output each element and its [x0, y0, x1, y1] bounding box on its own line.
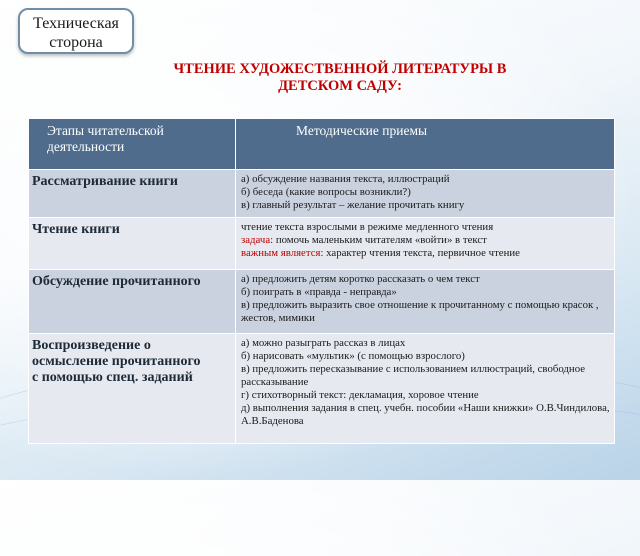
method-item: в) главный результат – желание прочитать книгу — [241, 199, 465, 211]
stage-cell: Чтение книги — [29, 218, 236, 270]
slide-title — [60, 61, 620, 95]
stage-cell: Рассматривание книги — [29, 170, 236, 218]
method-item: а) обсуждение названия текста, иллюстраций — [241, 173, 450, 185]
section-badge — [18, 8, 134, 54]
method-item: б) беседа (какие вопросы возникли?) — [241, 186, 411, 198]
stage-line: Воспроизведение о — [32, 338, 151, 353]
method-item — [241, 247, 612, 260]
important-label: важным является: — [241, 247, 324, 259]
title-line: ЧТЕНИЕ ХУДОЖЕСТВЕННОЙ ЛИТЕРАТУРЫ В — [173, 61, 507, 77]
methods-table — [28, 118, 615, 444]
method-item: чтение текста взрослыми в режиме медленного чтения — [241, 221, 494, 233]
method-item: а) можно разыграть рассказ в лицах — [241, 337, 406, 349]
stage-cell: Обсуждение прочитанного — [29, 270, 236, 334]
stage-cell — [29, 334, 236, 444]
table-row — [29, 218, 615, 270]
methods-cell — [236, 270, 615, 334]
table-row — [29, 334, 615, 444]
method-item: в) предложить пересказывание с использованием иллюстраций, свободное рассказывание — [241, 363, 586, 388]
method-item: в) предложить выразить свое отношение к прочитанному с помощью красок , жестов, мимики — [241, 299, 599, 324]
method-item: г) стихотворный текст: декламация, хоровое чтение — [241, 389, 479, 401]
table-row — [29, 270, 615, 334]
task-label: задача: — [241, 234, 274, 246]
badge-line: сторона — [49, 34, 103, 51]
table-header-row — [29, 119, 615, 170]
methods-cell — [236, 170, 615, 218]
stage-line: с помощью спец. заданий — [32, 370, 193, 385]
header-stages: Этапы читательской деятельности — [29, 119, 236, 170]
method-item: д) выполнения задания в спец. учебн. пособии «Наши книжки» О.В.Чиндилова, А.В.Баденова — [241, 402, 610, 427]
methods-cell — [236, 334, 615, 444]
table-row — [29, 170, 615, 218]
badge-line: Техническая — [33, 15, 119, 32]
important-text: характер чтения текста, первичное чтение — [323, 247, 520, 259]
methods-cell — [236, 218, 615, 270]
header-methods: Методические приемы — [236, 119, 615, 170]
method-item: б) нарисовать «мультик» (с помощью взрослого) — [241, 350, 465, 362]
method-item: а) предложить детям коротко рассказать о чем текст — [241, 273, 480, 285]
stage-line: осмысление прочитанного — [32, 354, 201, 369]
title-line: ДЕТСКОМ САДУ: — [278, 78, 402, 94]
method-item: б) поиграть в «правда - неправда» — [241, 286, 397, 298]
method-item — [241, 234, 612, 247]
task-text: помочь маленьким читателям «войти» в текст — [273, 234, 487, 246]
